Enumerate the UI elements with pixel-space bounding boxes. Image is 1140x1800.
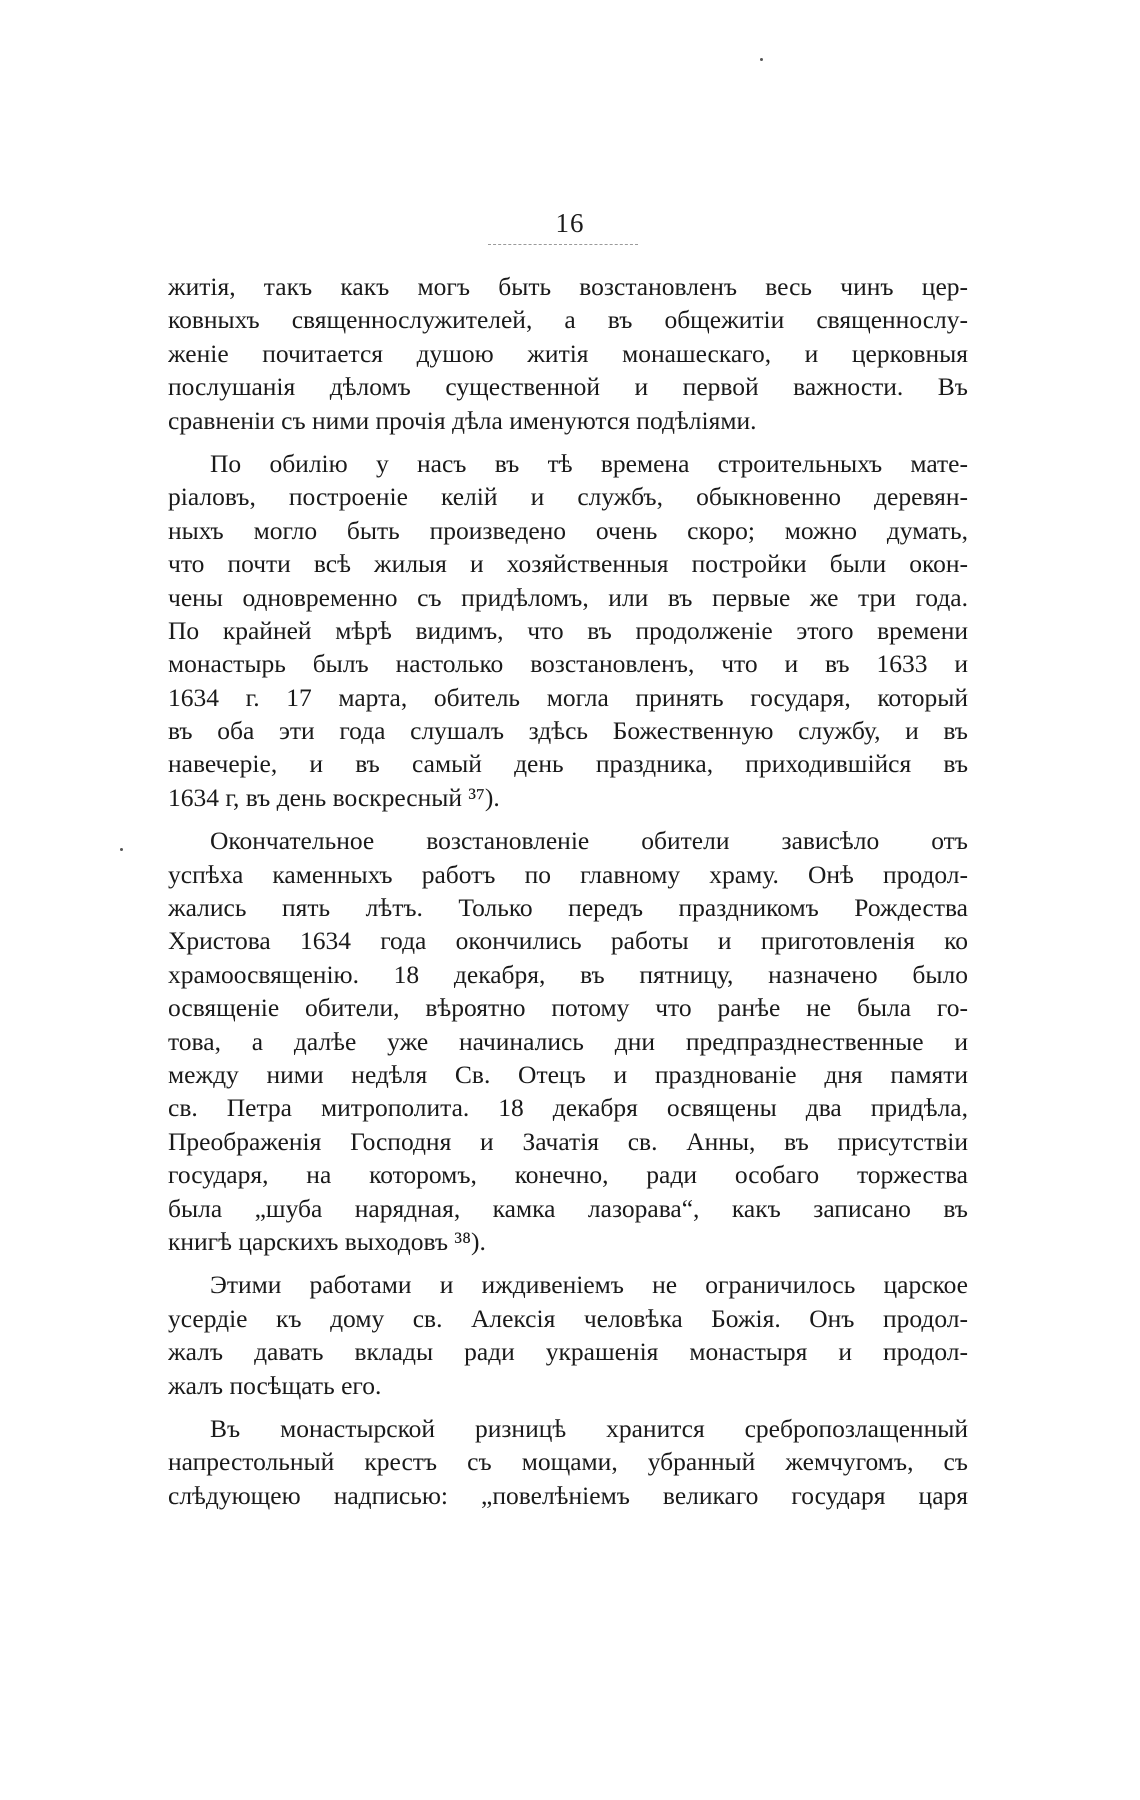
paragraph (168, 270, 968, 437)
text-line: навечеріе, и въ самый день праздника, приходившійся въ (168, 749, 968, 779)
page-number: 16 (555, 208, 585, 238)
text-line: жалъ давать вклады ради украшенія монастыря и продол- (168, 1337, 968, 1367)
text-line: 1634 г, въ день воскресный ³⁷). (168, 782, 500, 812)
scan-speck (120, 848, 123, 851)
text-line: женіе почитается душою житія монашескаго, и церковныя (168, 338, 968, 368)
text-line: была „шуба нарядная, камка лазорава“, какъ записано въ (168, 1193, 968, 1223)
text-line: чены одновременно съ придѣломъ, или въ первые же три года. (168, 582, 968, 612)
text-line: ныхъ могло быть произведено очень скоро; можно думать, (168, 515, 968, 545)
text-line: усердіе къ дому св. Алексія человѣка Божія. Онъ продол- (168, 1303, 968, 1333)
text-line: слѣдующею надписью: „повелѣніемъ великаго государя царя (168, 1480, 968, 1510)
text-line: въ оба эти года слушалъ здѣсь Божественную службу, и въ (168, 716, 968, 746)
paragraph (168, 447, 968, 814)
text-line: книгѣ царскихъ выходовъ ³⁸). (168, 1226, 486, 1256)
text-line: ріаловъ, построеніе келій и службъ, обыкновенно деревян- (168, 482, 968, 512)
body-text (168, 270, 968, 1512)
text-line: сравненіи съ ними прочія дѣла именуются подѣліями. (168, 405, 757, 435)
text-line: напрестольный крестъ съ мощами, убранный жемчугомъ, съ (168, 1447, 968, 1477)
text-line: 1634 г. 17 марта, обитель могла принять государя, который (168, 682, 968, 712)
text-line: государя, на которомъ, конечно, ради особаго торжества (168, 1160, 968, 1190)
text-line: житія, такъ какъ могъ быть возстановленъ весь чинъ цер- (168, 272, 968, 301)
scan-speck (760, 58, 763, 61)
text-line: Въ монастырской ризницѣ хранится сребропозлащенный (210, 1413, 968, 1443)
text-line: Христова 1634 года окончились работы и приготовленія ко (168, 926, 968, 956)
text-line: освященіе обители, вѣроятно потому что ранѣе не была го- (168, 993, 968, 1023)
text-line: успѣха каменныхъ работъ по главному храму. Онѣ продол- (168, 859, 968, 889)
text-line: жалъ посѣщать его. (168, 1370, 382, 1400)
text-line: това, а далѣе уже начинались дни предпразднественные и (168, 1026, 968, 1056)
text-line: между ними недѣля Св. Отецъ и празднованіе дня памяти (168, 1059, 968, 1089)
paragraph (168, 824, 968, 1258)
text-line: храмоосвященію. 18 декабря, въ пятницу, назначено было (168, 959, 968, 989)
text-line: По обилію у насъ въ тѣ времена строительныхъ мате- (210, 448, 968, 478)
text-line: послушанія дѣломъ существенной и первой важности. Въ (168, 372, 968, 402)
paragraph (168, 1412, 968, 1512)
text-line: что почти всѣ жилыя и хозяйственныя постройки были окон- (168, 549, 968, 579)
text-line: Этими работами и иждивеніемъ не ограничилось царское (210, 1270, 968, 1300)
text-line: Преображенія Господня и Зачатія св. Анны, въ присутствіи (168, 1126, 968, 1156)
text-line: жались пять лѣтъ. Только передъ праздникомъ Рождества (168, 893, 968, 923)
text-line: монастырь былъ настолько возстановленъ, что и въ 1633 и (168, 649, 968, 679)
text-line: По крайней мѣрѣ видимъ, что въ продолженіе этого времени (168, 615, 968, 645)
text-line: Окончательное возстановленіе обители зависѣло отъ (210, 826, 968, 856)
paragraph (168, 1268, 968, 1402)
text-line: ковныхъ священнослужителей, а въ общежитіи священнослу- (168, 305, 968, 335)
text-line: св. Петра митрополита. 18 декабря освящены два придѣла, (168, 1093, 968, 1123)
header-rule (488, 244, 638, 245)
